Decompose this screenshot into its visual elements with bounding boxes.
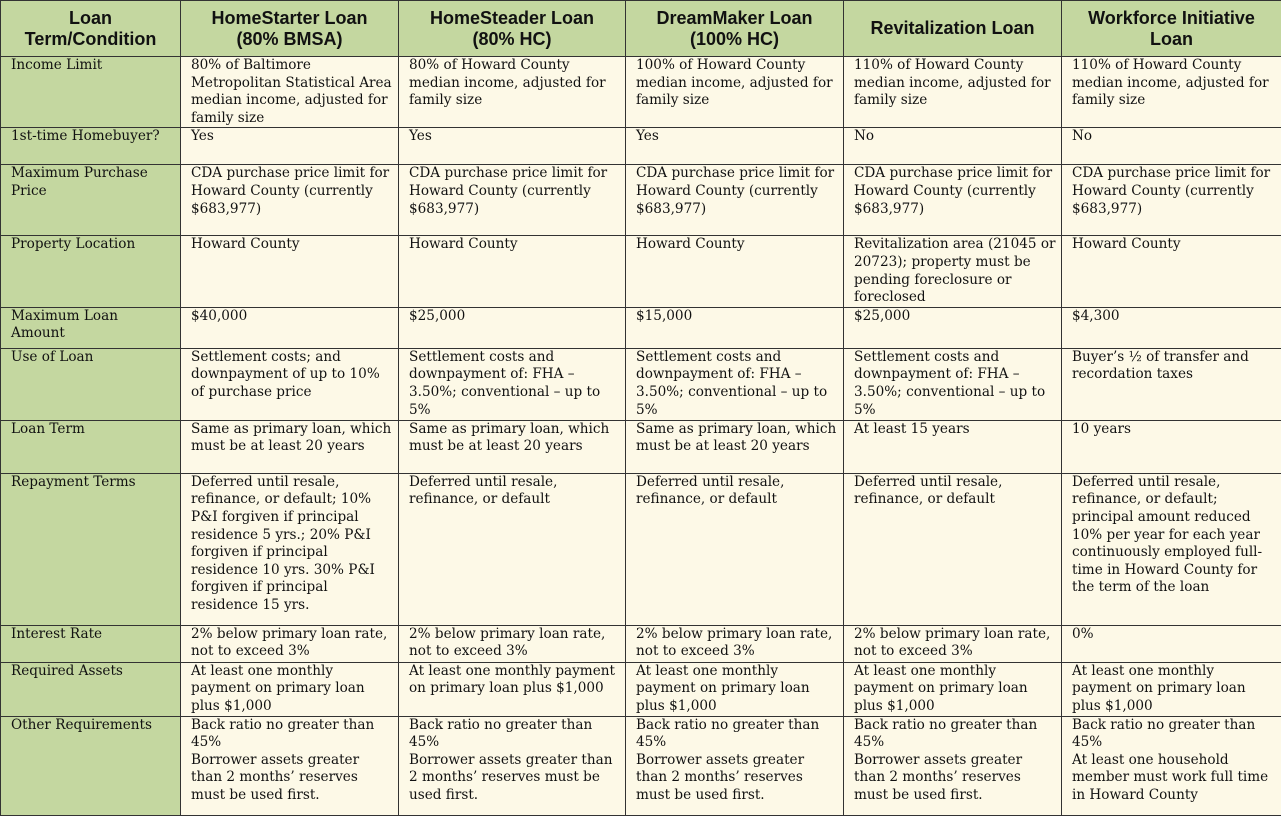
cell: Settlement costs; and downpayment of up to 10% of purchase price: [181, 348, 399, 420]
cell: At least one monthly payment on primary loan plus $1,000: [399, 662, 626, 716]
header-homesteader: HomeSteader Loan (80% HC): [399, 1, 626, 57]
cell: 110% of Howard County median income, adjusted for family size: [844, 57, 1062, 128]
cell: 110% of Howard County median income, adjusted for family size: [1062, 57, 1281, 128]
cell: 2% below primary loan rate, not to exceed 3%: [181, 625, 399, 662]
header-dreammaker: DreamMaker Loan (100% HC): [626, 1, 844, 57]
cell: No: [1062, 128, 1281, 165]
cell: CDA purchase price limit for Howard County (currently $683,977): [844, 165, 1062, 236]
cell: CDA purchase price limit for Howard County (currently $683,977): [181, 165, 399, 236]
row-interest-rate: [1, 625, 1281, 662]
cell: Yes: [399, 128, 626, 165]
cell: Settlement costs and downpayment of: FHA – 3.50%; conventional – up to 5%: [844, 348, 1062, 420]
cell: $4,300: [1062, 307, 1281, 348]
header-workforce: Workforce Initiative Loan: [1062, 1, 1281, 57]
cell: Deferred until resale, refinance, or default: [844, 473, 1062, 625]
row-property-location: [1, 236, 1281, 307]
cell: Back ratio no greater than 45% Borrower assets greater than 2 months’ reserves must be used first.: [844, 716, 1062, 815]
cell: Deferred until resale, refinance, or default: [626, 473, 844, 625]
cell: Yes: [181, 128, 399, 165]
cell: Howard County: [1062, 236, 1281, 307]
row-other-requirements: [1, 716, 1281, 815]
cell: Deferred until resale, refinance, or default: [399, 473, 626, 625]
cell: Back ratio no greater than 45% Borrower assets greater than 2 months’ reserves must be used first.: [181, 716, 399, 815]
cell: 0%: [1062, 625, 1281, 662]
cell: Deferred until resale, refinance, or default; principal amount reduced 10% per year for each year continuously employed full-time in Howard County for the term of the loan: [1062, 473, 1281, 625]
cell: Settlement costs and downpayment of: FHA – 3.50%; conventional – up to 5%: [626, 348, 844, 420]
cell: 2% below primary loan rate, not to exceed 3%: [626, 625, 844, 662]
row-label: Maximum Loan Amount: [1, 307, 181, 348]
cell: No: [844, 128, 1062, 165]
cell: $25,000: [399, 307, 626, 348]
row-label: Interest Rate: [1, 625, 181, 662]
row-required-assets: [1, 662, 1281, 716]
cell: Deferred until resale, refinance, or default; 10% P&I forgiven if principal residence 5 yrs.; 20% P&I forgiven if principal residence 10 yrs. 30% P&I forgiven if principal residence 15 yrs.: [181, 473, 399, 625]
cell: 10 years: [1062, 420, 1281, 473]
row-label: Other Requirements: [1, 716, 181, 815]
header-homestarter: HomeStarter Loan (80% BMSA): [181, 1, 399, 57]
cell: At least one monthly payment on primary loan plus $1,000: [181, 662, 399, 716]
cell: Same as primary loan, which must be at least 20 years: [399, 420, 626, 473]
row-label: Loan Term: [1, 420, 181, 473]
row-loan-term: [1, 420, 1281, 473]
cell: $15,000: [626, 307, 844, 348]
row-first-time-homebuyer: [1, 128, 1281, 165]
cell: Same as primary loan, which must be at least 20 years: [626, 420, 844, 473]
row-label: Maximum Purchase Price: [1, 165, 181, 236]
cell: 80% of Howard County median income, adjusted for family size: [399, 57, 626, 128]
header-term-condition: Loan Term/Condition: [1, 1, 181, 57]
cell: At least one monthly payment on primary loan plus $1,000: [844, 662, 1062, 716]
cell: 100% of Howard County median income, adjusted for family size: [626, 57, 844, 128]
row-label: Use of Loan: [1, 348, 181, 420]
cell: Howard County: [626, 236, 844, 307]
row-maximum-loan-amount: [1, 307, 1281, 348]
row-label: Required Assets: [1, 662, 181, 716]
row-income-limit: [1, 57, 1281, 128]
row-label: 1st-time Homebuyer?: [1, 128, 181, 165]
row-use-of-loan: [1, 348, 1281, 420]
cell: CDA purchase price limit for Howard County (currently $683,977): [399, 165, 626, 236]
cell: Revitalization area (21045 or 20723); property must be pending foreclosure or foreclosed: [844, 236, 1062, 307]
cell: 2% below primary loan rate, not to exceed 3%: [399, 625, 626, 662]
cell: At least one monthly payment on primary loan plus $1,000: [1062, 662, 1281, 716]
cell: $25,000: [844, 307, 1062, 348]
row-label: Property Location: [1, 236, 181, 307]
cell: CDA purchase price limit for Howard County (currently $683,977): [626, 165, 844, 236]
cell: Yes: [626, 128, 844, 165]
row-repayment-terms: [1, 473, 1281, 625]
cell: At least 15 years: [844, 420, 1062, 473]
cell: 2% below primary loan rate, not to exceed 3%: [844, 625, 1062, 662]
row-maximum-purchase-price: [1, 165, 1281, 236]
cell: Settlement costs and downpayment of: FHA – 3.50%; conventional – up to 5%: [399, 348, 626, 420]
cell: At least one monthly payment on primary loan plus $1,000: [626, 662, 844, 716]
row-label: Income Limit: [1, 57, 181, 128]
cell: Back ratio no greater than 45% Borrower assets greater than 2 months’ reserves must be used first.: [399, 716, 626, 815]
cell: Same as primary loan, which must be at least 20 years: [181, 420, 399, 473]
header-row: [1, 1, 1281, 57]
cell: Buyer’s ½ of transfer and recordation taxes: [1062, 348, 1281, 420]
cell: $40,000: [181, 307, 399, 348]
cell: Back ratio no greater than 45% At least one household member must work full time in Howard County: [1062, 716, 1281, 815]
cell: Howard County: [399, 236, 626, 307]
cell: Howard County: [181, 236, 399, 307]
cell: CDA purchase price limit for Howard County (currently $683,977): [1062, 165, 1281, 236]
header-revitalization: Revitalization Loan: [844, 1, 1062, 57]
row-label: Repayment Terms: [1, 473, 181, 625]
cell: 80% of Baltimore Metropolitan Statistical Area median income, adjusted for family size: [181, 57, 399, 128]
cell: Back ratio no greater than 45% Borrower assets greater than 2 months’ reserves must be used first.: [626, 716, 844, 815]
